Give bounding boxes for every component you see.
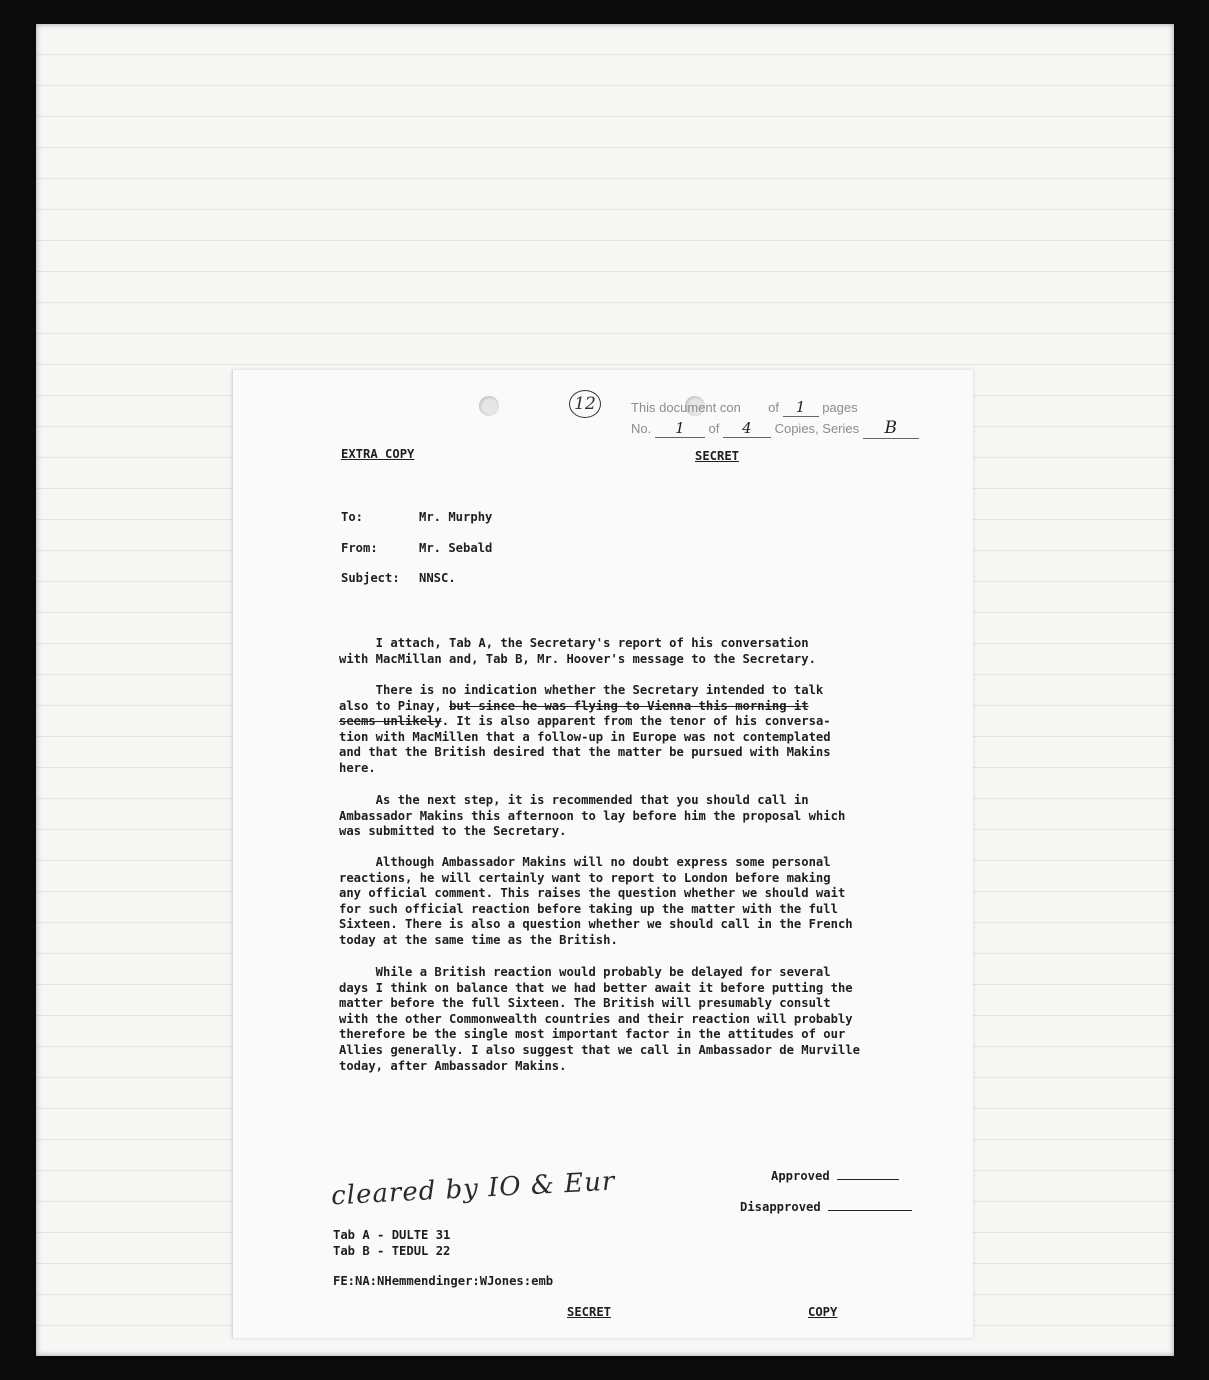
stamp-pages-label: pages xyxy=(822,400,858,415)
handwritten-clearance-note: cleared by IO & Eur xyxy=(330,1166,617,1212)
series-value: B xyxy=(863,418,919,439)
body-paragraph-1: I attach, Tab A, the Secretary's report of his conversation with MacMillan and, Tab B, Mr. Hoover's message to the Secretary. xyxy=(339,636,816,666)
control-stamp-line-1 xyxy=(631,398,858,417)
stamp-copies-label: Copies, Series xyxy=(774,421,860,436)
to-value: Mr. Murphy xyxy=(419,510,493,524)
tab-a-reference: Tab A - DULTE 31 xyxy=(333,1228,451,1242)
approved-blank xyxy=(837,1179,899,1180)
subject-label: Subject: xyxy=(341,571,400,585)
body-paragraph-4: Although Ambassador Makins will no doubt express some personal reactions, he will certainly want to report to London before making any official comment. This raises the question whether we should wait for such official reaction before taking up the matter with the full Sixteen. There is also a question whether we should call in the French today at the same time as the British. xyxy=(339,855,853,947)
stamp-of-label: of xyxy=(768,400,779,415)
classification-footer: SECRET xyxy=(567,1305,612,1319)
extra-copy-label: EXTRA COPY xyxy=(341,447,415,461)
p2-struck-text-1: but since he was flying to Vienna this morning it xyxy=(449,698,809,713)
disapproved-blank xyxy=(828,1210,912,1211)
copy-number: 12 xyxy=(574,394,596,414)
control-stamp-line-2 xyxy=(631,418,919,439)
p2-struck-text-2: seems unlikely xyxy=(339,714,442,729)
approved-line xyxy=(771,1169,899,1183)
from-label: From: xyxy=(341,541,378,555)
stamp-no-label: No. xyxy=(631,421,652,436)
copy-no-value: 1 xyxy=(655,419,705,438)
disapproved-label: Disapproved xyxy=(740,1200,821,1214)
copy-footer: COPY xyxy=(808,1305,838,1319)
p2-text-b: . It is also apparent from the tenor of his conversa- tion with MacMillen that a follow-up in Europe was not contemplated and that the British desired that the matter be pursued with Makins here. xyxy=(339,714,831,775)
stamp-of-label-2: of xyxy=(708,421,720,436)
disapproved-line xyxy=(740,1200,912,1214)
copies-count: 4 xyxy=(723,419,771,438)
drafter-line: FE:NA:NHemmendinger:WJones:emb xyxy=(333,1274,554,1288)
body-paragraph-2 xyxy=(339,683,831,777)
approved-label: Approved xyxy=(771,1169,830,1183)
copy-number-circle xyxy=(569,390,601,418)
stamp-prefix: This document con xyxy=(631,400,741,415)
pages-count: 1 xyxy=(783,398,819,417)
tab-b-reference: Tab B - TEDUL 22 xyxy=(333,1244,451,1258)
memo-page xyxy=(232,370,973,1338)
to-label: To: xyxy=(341,510,364,524)
subject-value: NNSC. xyxy=(419,571,456,585)
body-paragraph-3: As the next step, it is recommended that you should call in Ambassador Makins this afternoon to lay before him the proposal which was submitted to the Secretary. xyxy=(339,793,846,839)
p2-text-a: There is no indication whether the Secretary intended to talk also to Pinay, xyxy=(339,683,824,713)
from-value: Mr. Sebald xyxy=(419,541,493,555)
punch-hole xyxy=(479,396,499,416)
classification-header: SECRET xyxy=(695,449,740,463)
body-paragraph-5: While a British reaction would probably be delayed for several days I think on balance that we had better await it before putting the matter before the full Sixteen. The British will presumably consult with the other Commonwealth countries and their reaction will probably therefore be the single most important factor in the attitudes of our Allies generally. I also suggest that we call in Ambassador de Murville today, after Ambassador Makins. xyxy=(339,965,860,1073)
